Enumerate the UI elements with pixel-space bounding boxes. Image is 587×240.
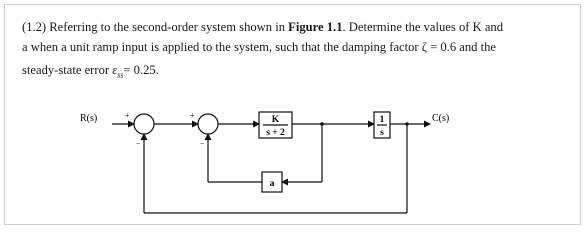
- block1-denominator: s + 2: [266, 128, 285, 138]
- pickoff-point: [320, 122, 324, 126]
- question-text: = 0.25.: [123, 63, 159, 77]
- question-text: steady-state error: [22, 63, 113, 77]
- block2-numerator: 1: [379, 115, 385, 125]
- ess-subscript: ss: [117, 70, 124, 80]
- pickoff-point: [405, 122, 409, 126]
- input-label: R(s): [80, 113, 98, 124]
- block1-numerator: K: [271, 115, 280, 125]
- output-label: C(s): [432, 113, 450, 124]
- question-text: (1.2) Referring to the second-order system shown in: [22, 20, 289, 34]
- summing-junction-2: [198, 114, 218, 134]
- sum1-minus-sign: −: [136, 139, 141, 148]
- block2-denominator: s: [380, 128, 384, 138]
- figure-reference: Figure 1.1: [288, 20, 343, 34]
- question-text: a when a unit ramp input is applied to the system, such that the damping factor: [22, 40, 422, 54]
- zeta-symbol: ζ: [421, 40, 427, 54]
- summing-junction-1: [134, 114, 154, 134]
- question-text: = 0.6 and the: [426, 40, 496, 54]
- sum2-minus-sign: −: [200, 139, 205, 148]
- sum2-plus-sign: +: [190, 111, 195, 120]
- epsilon-symbol: ε: [112, 63, 118, 77]
- sum1-plus-sign: +: [125, 111, 130, 120]
- feedback-gain-label: a: [269, 179, 275, 189]
- question-text: . Determine the values of K and: [342, 20, 504, 34]
